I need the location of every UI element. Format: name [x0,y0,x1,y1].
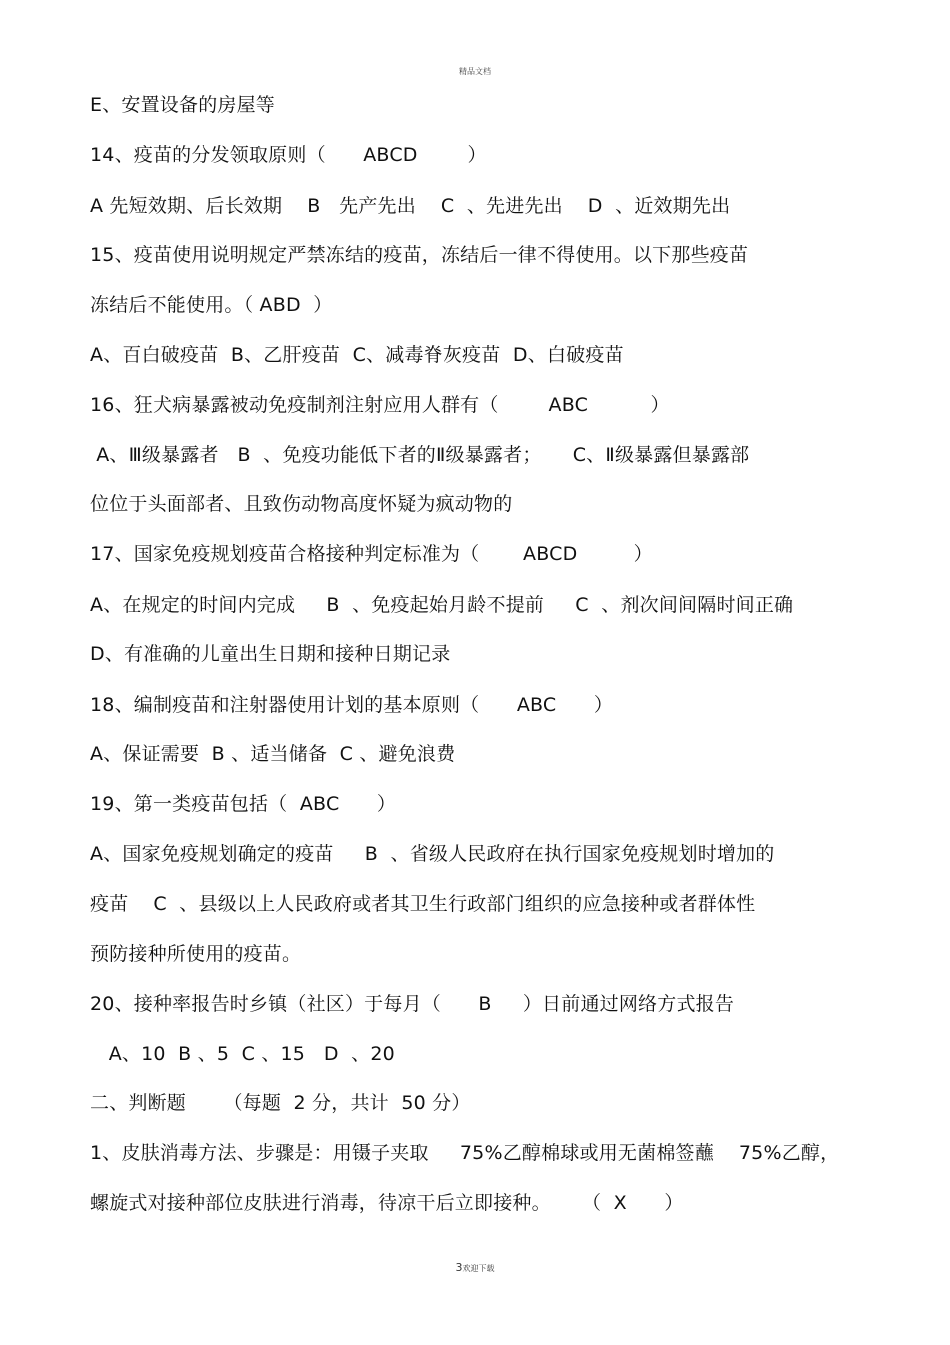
text-line: 16、狂犬病暴露被动免疫制剂注射应用人群有（ ABC ） [90,394,670,416]
text-line: 19、第一类疫苗包括（ ABC ） [90,793,397,815]
text-line: A、国家免疫规划确定的疫苗 B 、省级人民政府在执行国家免疫规划时增加的 [90,843,775,865]
text-line: 二、判断题 （每题 2 分，共计 50 分） [90,1092,471,1114]
page-number: 3 [455,1261,463,1274]
page-header [0,66,950,77]
text-line: 1、皮肤消毒方法、步骤是：用镊子夹取 75%乙醇棉球或用无菌棉签蘸 75%乙醇， [90,1142,840,1164]
text-line: A、Ⅲ级暴露者 B 、免疫功能低下者的Ⅱ级暴露者； C、Ⅱ级暴露但暴露部 [90,444,750,466]
text-line: 15、疫苗使用说明规定严禁冻结的疫苗，冻结后一律不得使用。以下那些疫苗 [90,244,749,266]
text-line: A、保证需要 B 、适当储备 C 、避免浪费 [90,743,456,765]
header-text: 精品文档 [459,67,491,76]
text-line: 17、国家免疫规划疫苗合格接种判定标准为（ ABCD ） [90,543,653,565]
text-line: A 先短效期、后长效期 B 先产先出 C 、先进先出 D 、近效期先出 [90,195,731,217]
text-line: A、10 B 、5 C 、15 D 、20 [90,1043,395,1065]
footer-text: 欢迎下载 [462,1264,495,1273]
page-footer [0,1261,950,1274]
text-line: 位位于头面部者、且致伤动物高度怀疑为疯动物的 [90,493,513,515]
text-line: 螺旋式对接种部位皮肤进行消毒，待凉干后立即接种。 （ X ） [90,1192,684,1214]
text-line: 20、接种率报告时乡镇（社区）于每月（ B ）日前通过网络方式报告 [90,993,735,1015]
text-line: 疫苗 C 、县级以上人民政府或者其卫生行政部门组织的应急接种或者群体性 [90,893,756,915]
text-line: D、有准确的儿童出生日期和接种日期记录 [90,643,451,665]
text-line: A、百白破疫苗 B、乙肝疫苗 C、减毒脊灰疫苗 D、白破疫苗 [90,344,624,366]
text-line: 18、编制疫苗和注射器使用计划的基本原则（ ABC ） [90,694,614,716]
text-line: 冻结后不能使用。（ ABD ） [90,294,333,316]
text-line: 14、疫苗的分发领取原则（ ABCD ） [90,144,487,166]
text-line: 预防接种所使用的疫苗。 [90,943,302,965]
text-line: A、在规定的时间内完成 B 、免疫起始月龄不提前 C 、剂次间间隔时间正确 [90,594,794,616]
text-line: E、安置设备的房屋等 [90,94,276,116]
